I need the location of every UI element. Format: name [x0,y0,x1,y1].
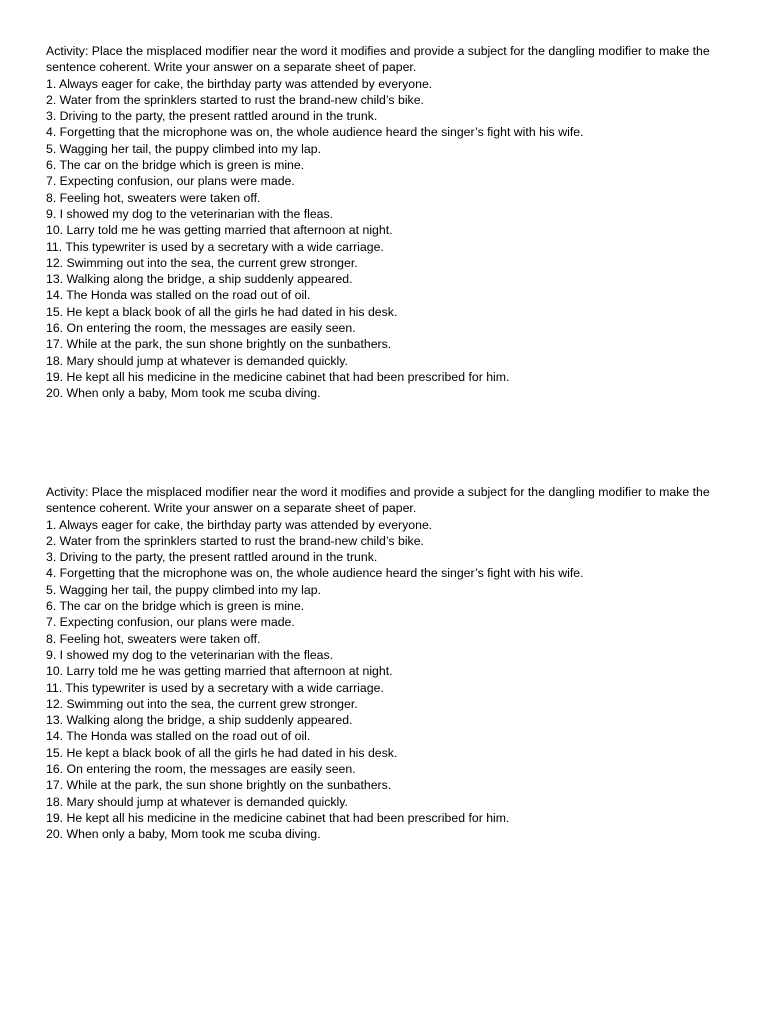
exercise-item: 12. Swimming out into the sea, the current grew stronger. [46,255,358,270]
activity-instructions: Activity: Place the misplaced modifier near the word it modifies and provide a subject for the dangling modifier to make the sentence coherent. Write your answer on a separate sheet of paper. [46,44,710,75]
exercise-item: 20. When only a baby, Mom took me scuba diving. [46,386,321,401]
exercise-item: 15. He kept a black book of all the girls he had dated in his desk. [46,745,398,760]
exercise-item: 14. The Honda was stalled on the road out of oil. [46,288,311,303]
exercise-item: 9. I showed my dog to the veterinarian with the fleas. [46,206,334,221]
exercise-item: 3. Driving to the party, the present rattled around in the trunk. [46,550,378,565]
exercise-list [46,517,726,843]
exercise-item: 15. He kept a black book of all the girls he had dated in his desk. [46,304,398,319]
exercise-item: 2. Water from the sprinklers started to rust the brand-new child’s bike. [46,533,424,548]
exercise-item: 6. The car on the bridge which is green is mine. [46,158,305,173]
exercise-item: 16. On entering the room, the messages are easily seen. [46,762,356,777]
exercise-item: 6. The car on the bridge which is green is mine. [46,599,305,614]
exercise-item: 20. When only a baby, Mom took me scuba diving. [46,827,321,842]
exercise-item: 14. The Honda was stalled on the road out of oil. [46,729,311,744]
exercise-item: 7. Expecting confusion, our plans were made. [46,174,295,189]
exercise-item: 1. Always eager for cake, the birthday party was attended by everyone. [46,76,433,91]
exercise-item: 3. Driving to the party, the present rattled around in the trunk. [46,109,378,124]
exercise-item: 2. Water from the sprinklers started to rust the brand-new child’s bike. [46,92,424,107]
activity-instructions: Activity: Place the misplaced modifier near the word it modifies and provide a subject for the dangling modifier to make the sentence coherent. Write your answer on a separate sheet of paper. [46,485,710,516]
exercise-item: 17. While at the park, the sun shone brightly on the sunbathers. [46,337,392,352]
exercise-item: 18. Mary should jump at whatever is demanded quickly. [46,353,348,368]
exercise-item: 16. On entering the room, the messages are easily seen. [46,321,356,336]
exercise-item: 9. I showed my dog to the veterinarian with the fleas. [46,647,334,662]
exercise-item: 19. He kept all his medicine in the medicine cabinet that had been prescribed for him. [46,810,510,825]
exercise-item: 10. Larry told me he was getting married that afternoon at night. [46,223,393,238]
exercise-item: 8. Feeling hot, sweaters were taken off. [46,631,261,646]
exercise-item: 17. While at the park, the sun shone brightly on the sunbathers. [46,778,392,793]
exercise-item: 18. Mary should jump at whatever is demanded quickly. [46,794,348,809]
exercise-item: 1. Always eager for cake, the birthday party was attended by everyone. [46,517,433,532]
exercise-item: 13. Walking along the bridge, a ship suddenly appeared. [46,713,353,728]
exercise-list [46,76,726,402]
activity-block-1 [46,43,726,402]
exercise-item: 8. Feeling hot, sweaters were taken off. [46,190,261,205]
exercise-item: 10. Larry told me he was getting married that afternoon at night. [46,664,393,679]
exercise-item: 5. Wagging her tail, the puppy climbed into my lap. [46,582,322,597]
exercise-item: 7. Expecting confusion, our plans were made. [46,615,295,630]
exercise-item: 4. Forgetting that the microphone was on, the whole audience heard the singer’s fight with his wife. [46,566,584,581]
activity-block-2 [46,484,726,843]
exercise-item: 4. Forgetting that the microphone was on, the whole audience heard the singer’s fight with his wife. [46,125,584,140]
exercise-item: 11. This typewriter is used by a secretary with a wide carriage. [46,680,384,695]
exercise-item: 19. He kept all his medicine in the medicine cabinet that had been prescribed for him. [46,369,510,384]
exercise-item: 5. Wagging her tail, the puppy climbed into my lap. [46,141,322,156]
exercise-item: 11. This typewriter is used by a secretary with a wide carriage. [46,239,384,254]
exercise-item: 13. Walking along the bridge, a ship suddenly appeared. [46,272,353,287]
exercise-item: 12. Swimming out into the sea, the current grew stronger. [46,696,358,711]
